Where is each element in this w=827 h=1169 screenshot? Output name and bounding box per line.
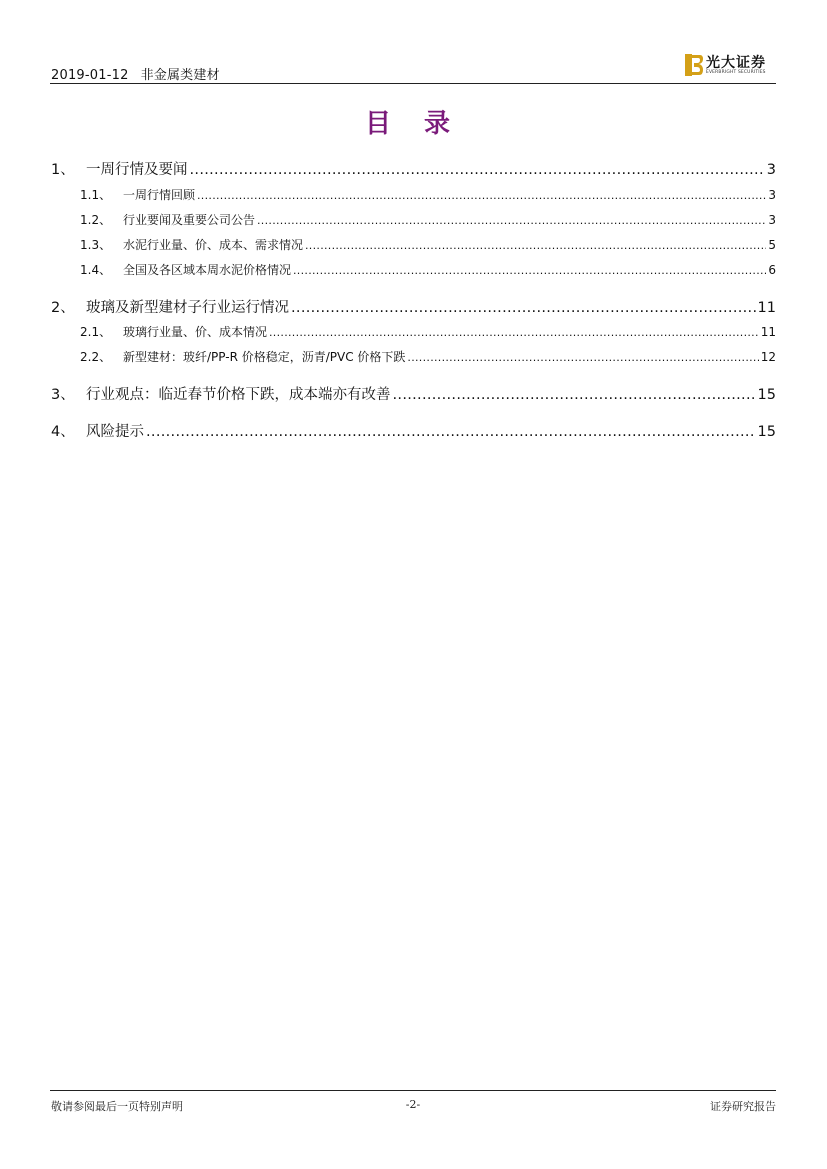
company-logo	[684, 51, 774, 79]
logo-english-name: EVERBRIGHT SECURITIES	[706, 70, 766, 75]
toc-entry-number: 2.1、	[80, 325, 112, 339]
toc-entry-page: 11	[757, 300, 776, 316]
toc-entry-title[interactable]: 玻璃行业量、价、成本情况	[123, 325, 268, 339]
toc-entry[interactable]	[0, 236, 827, 253]
report-date: 2019-01-12	[51, 68, 129, 83]
toc-entry[interactable]	[0, 261, 827, 278]
toc-entry-page: 3	[768, 188, 776, 202]
toc-entry-page: 15	[757, 424, 776, 440]
toc-dot-leader	[291, 300, 756, 316]
toc-entry-number: 3、	[51, 387, 75, 403]
toc-entry-page: 11	[760, 325, 776, 339]
toc-dot-leader	[269, 325, 759, 339]
header-info	[51, 64, 220, 83]
toc-dot-leader	[305, 238, 766, 252]
toc-entry-page: 3	[768, 213, 776, 227]
everbright-logo-icon	[684, 53, 704, 77]
toc-dot-leader	[393, 387, 756, 403]
toc-entry-number: 1、	[51, 162, 75, 178]
toc-entry-title[interactable]: 行业观点：临近春节价格下跌，成本端亦有改善	[86, 387, 391, 403]
toc-dot-leader	[257, 213, 766, 227]
logo-chinese-name: 光大证券	[706, 55, 766, 71]
toc-dot-leader	[190, 162, 765, 178]
toc-entry[interactable]	[0, 348, 827, 365]
toc-entry-title[interactable]: 全国及各区域本周水泥价格情况	[123, 263, 292, 277]
toc-entry-number: 1.3、	[80, 238, 112, 252]
toc-entry-number: 1.2、	[80, 213, 112, 227]
toc-dot-leader	[293, 263, 766, 277]
toc-entry-number: 2、	[51, 300, 75, 316]
toc-entry-number: 4、	[51, 424, 75, 440]
footer-disclaimer: 敬请参阅最后一页特别声明	[51, 1100, 183, 1113]
toc-dot-leader	[146, 424, 756, 440]
toc-entry-number: 2.2、	[80, 350, 112, 364]
toc-entry-title[interactable]: 一周行情及要闻	[86, 162, 188, 178]
toc-dot-leader	[197, 188, 766, 202]
toc-entry-page: 15	[757, 387, 776, 403]
toc-dot-leader	[407, 350, 758, 364]
page-footer	[50, 1090, 776, 1115]
toc-entry[interactable]	[0, 323, 827, 340]
footer-report-type: 证券研究报告	[710, 1100, 776, 1113]
toc-entry-page: 5	[768, 238, 776, 252]
toc-entry-number: 1.1、	[80, 188, 112, 202]
page-header	[50, 56, 776, 84]
toc-entry-page: 12	[760, 350, 776, 364]
toc-entry[interactable]	[0, 211, 827, 228]
toc-entry[interactable]	[0, 186, 827, 203]
toc-entry-title[interactable]: 风险提示	[86, 424, 144, 440]
toc-entry-title[interactable]: 水泥行业量、价、成本、需求情况	[123, 238, 304, 252]
toc-entry[interactable]	[0, 158, 827, 178]
toc-entry-title[interactable]: 新型建材：玻纤/PP-R 价格稳定，沥青/PVC 价格下跌	[123, 350, 406, 364]
toc-entry[interactable]	[0, 296, 827, 316]
toc-entry-title[interactable]: 行业要闻及重要公司公告	[123, 213, 256, 227]
report-category: 非金属类建材	[140, 68, 220, 83]
page-number: -2-	[405, 1098, 421, 1111]
toc-entry-title[interactable]: 一周行情回顾	[123, 188, 196, 202]
toc-entry-page: 6	[768, 263, 776, 277]
toc-entry-number: 1.4、	[80, 263, 112, 277]
toc-entry[interactable]	[0, 383, 827, 403]
toc-entry[interactable]	[0, 420, 827, 440]
toc-title: 目 录	[364, 109, 463, 139]
toc-entry-title[interactable]: 玻璃及新型建材子行业运行情况	[86, 300, 289, 316]
toc-entry-page: 3	[766, 162, 776, 178]
